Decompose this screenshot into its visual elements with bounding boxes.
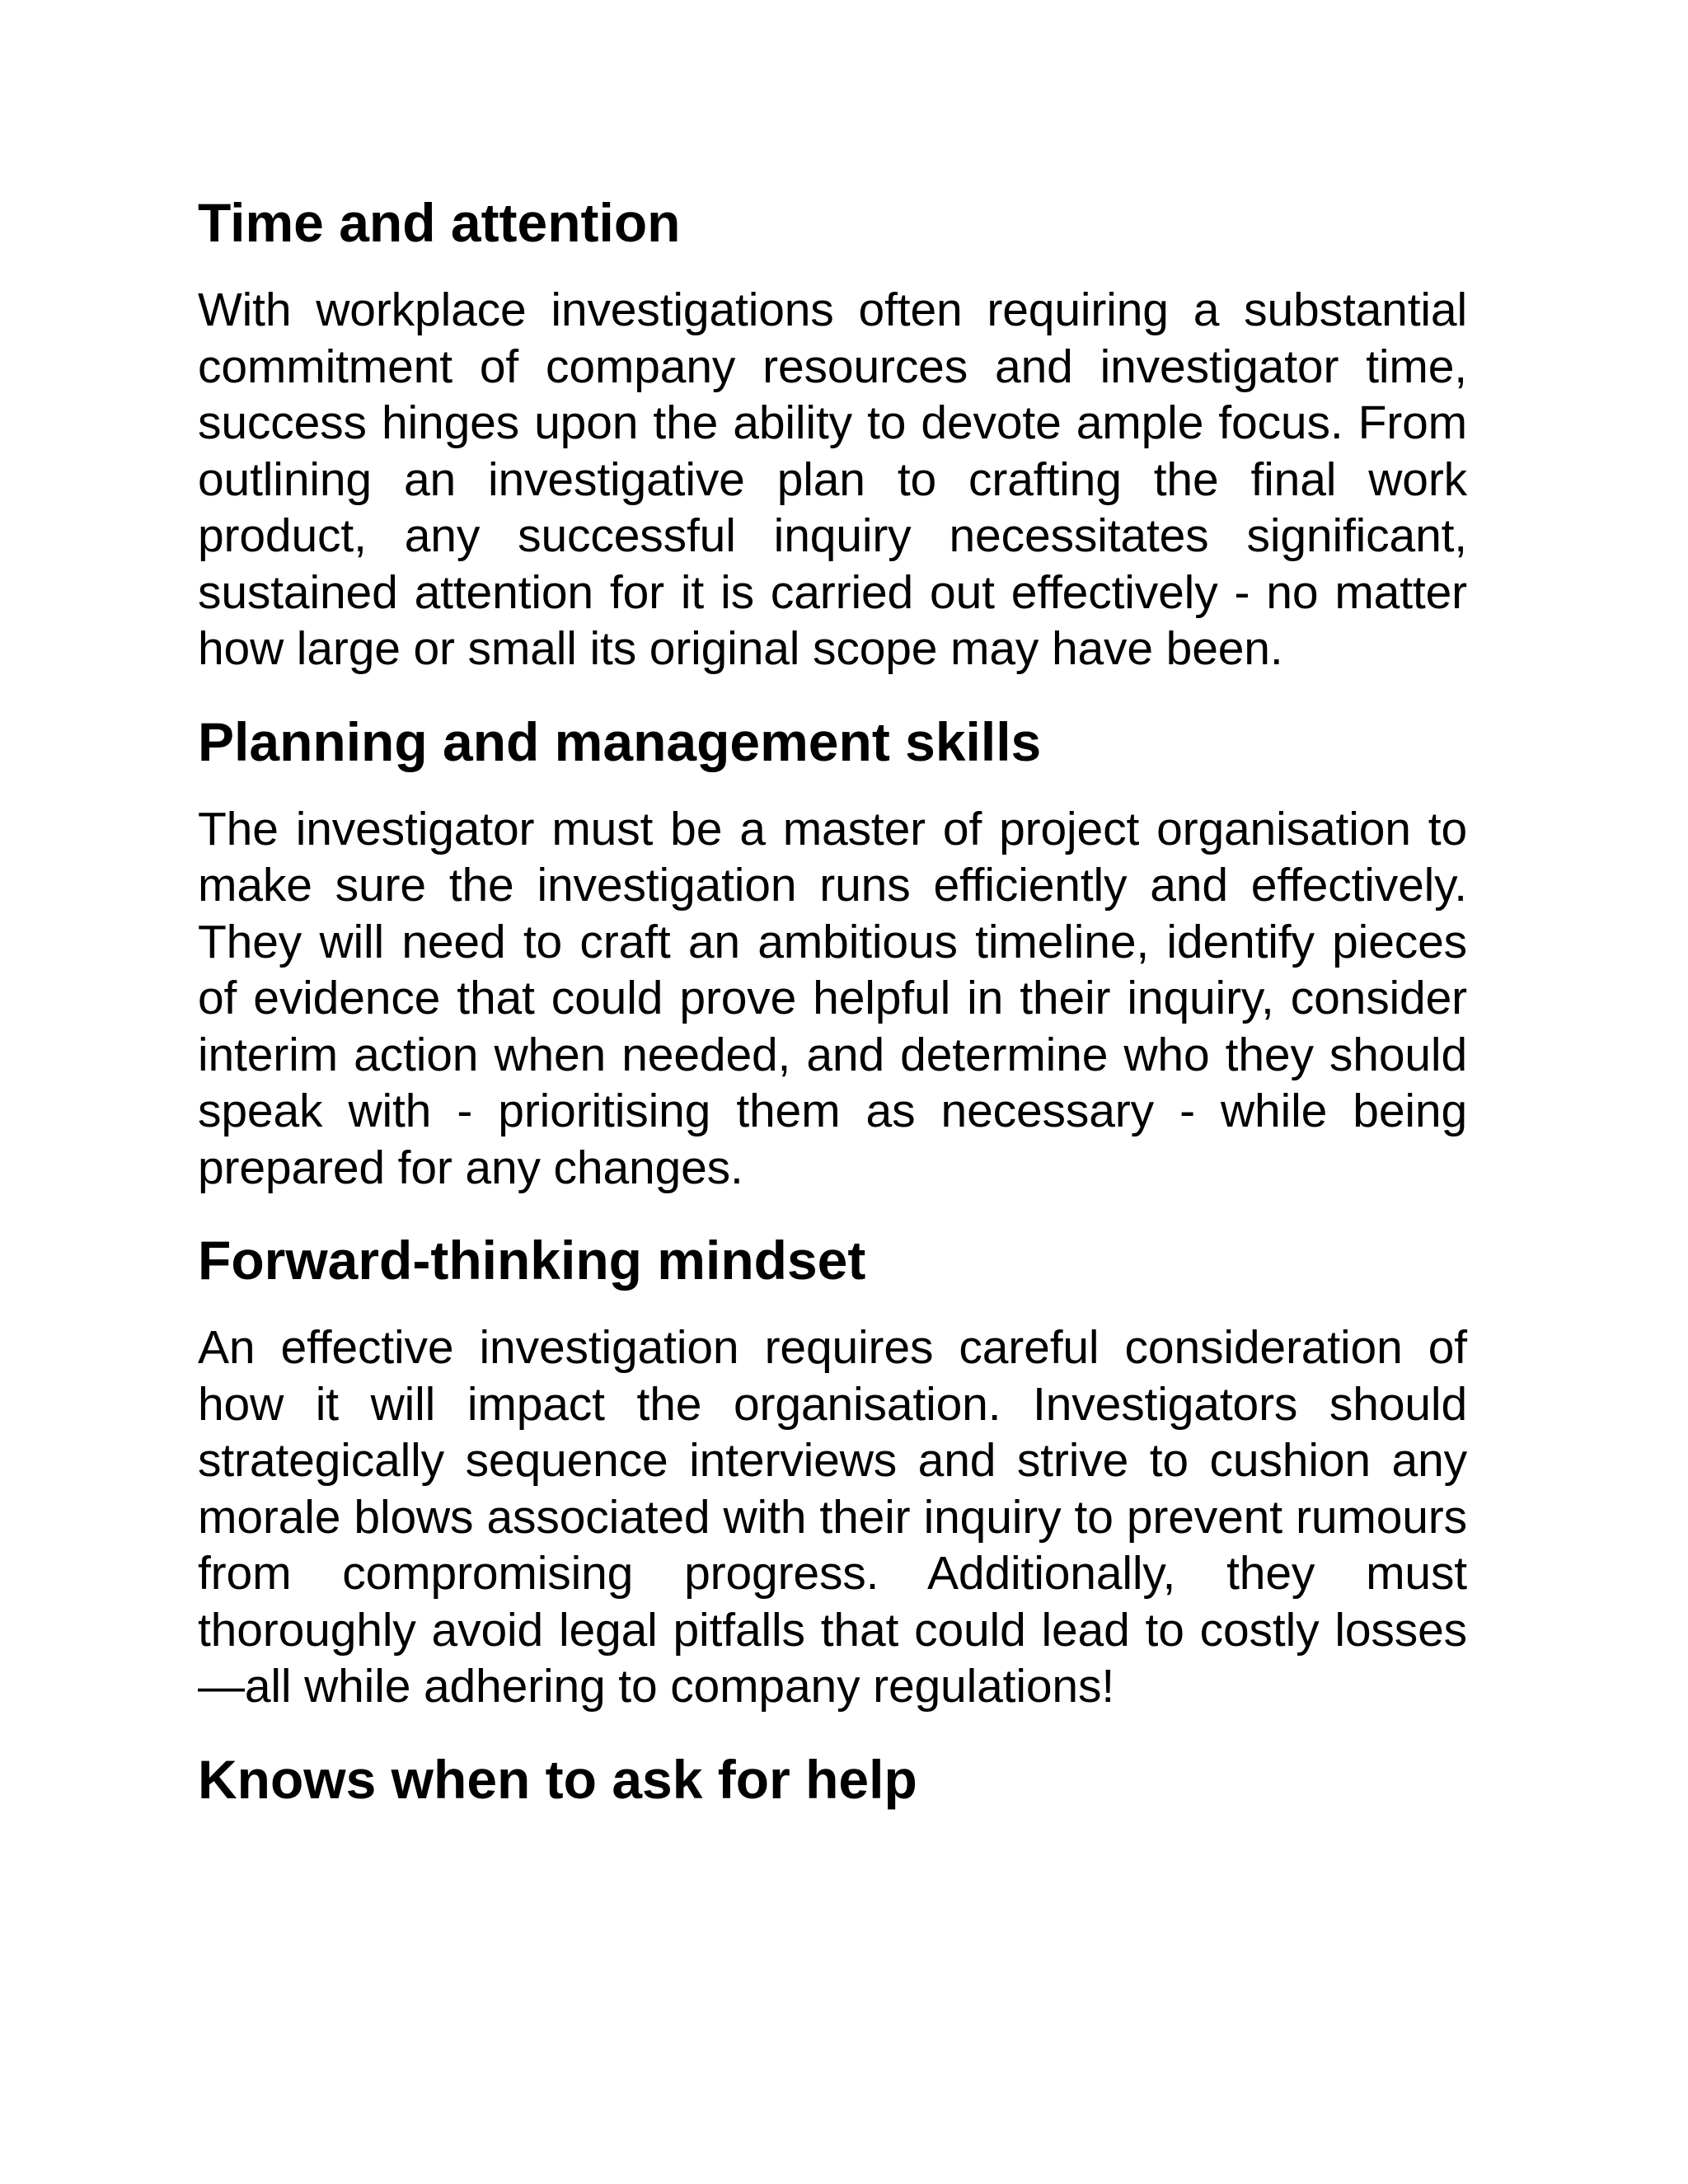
section-planning-and-management-skills <box>198 709 1467 1197</box>
section-heading: Time and attention <box>198 192 681 253</box>
section-paragraph: With workplace investigations often requiring a substantial commitment of company resources and investigator time, success hinges upon the ability to devote ample focus. From outlining an investigative plan to crafting the final work product, any successful inquiry necessitates significant, sustained attention for it is carried out effectively - no matter how large or small its original scope may have been. <box>198 284 1467 675</box>
document-page <box>198 190 1467 1844</box>
section-paragraph: The investigator must be a master of project organisation to make sure the investigation runs efficiently and effectively. They will need to craft an ambitious timeline, identify pieces of evidence that could prove helpful in their inquiry, consider interim action when needed, and determine who they should speak with - prioritising them as necessary - while being prepared for any changes. <box>198 802 1467 1194</box>
section-forward-thinking-mindset <box>198 1227 1467 1715</box>
section-time-and-attention <box>198 190 1467 677</box>
section-heading: Planning and management skills <box>198 710 1042 772</box>
section-heading: Forward-thinking mindset <box>198 1230 866 1291</box>
section-paragraph: An effective investigation requires careful consideration of how it will impact the organisation. Investigators should strategically sequence interviews and strive to cushion any morale blows associated with their inquiry to prevent rumours from compromising progress. Additionally, they must thoroughly avoid legal pitfalls that could lead to costly losses—all while adhering to company regulations! <box>198 1321 1467 1713</box>
section-knows-when-to-ask-for-help <box>198 1746 1467 1812</box>
section-heading: Knows when to ask for help <box>198 1748 917 1810</box>
